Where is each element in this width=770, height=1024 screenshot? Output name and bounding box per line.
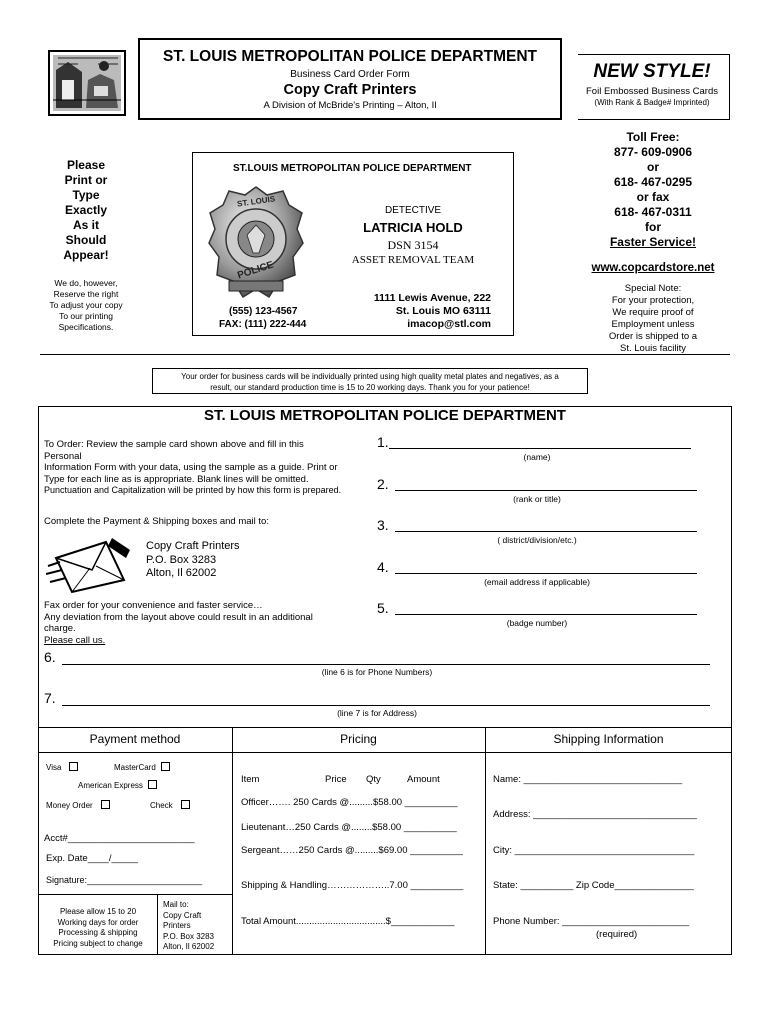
please-line: Print or bbox=[64, 173, 108, 187]
card-address2: St. Louis MO 63111 bbox=[395, 305, 491, 317]
acct-field[interactable]: Acct#________________________ bbox=[44, 833, 195, 844]
fax-note-line: Any deviation from the layout above could result in an additional bbox=[44, 611, 313, 623]
money-order-label: Money Order bbox=[46, 801, 93, 810]
production-notice bbox=[152, 368, 588, 394]
fax-note bbox=[44, 600, 374, 646]
special-note-line: Order is shipped to a bbox=[608, 331, 698, 342]
payment-sub-rule bbox=[38, 894, 232, 895]
pricing-col-qty: Qty bbox=[366, 774, 381, 785]
form-title: ST. LOUIS METROPOLITAN POLICE DEPARTMENT bbox=[204, 407, 566, 424]
mail-to-line: Copy Craft bbox=[163, 910, 202, 920]
line-caption: ( district/division/etc.) bbox=[497, 535, 577, 545]
mail-address bbox=[146, 540, 240, 581]
form-line-1 bbox=[377, 434, 697, 462]
mail-address-line: Copy Craft Printers bbox=[146, 540, 240, 552]
district-input-line[interactable] bbox=[395, 531, 697, 532]
line-caption: (line 7 is for Address) bbox=[337, 708, 417, 718]
pricing-col-price: Price bbox=[325, 774, 347, 785]
please-line: Type bbox=[72, 188, 100, 202]
ship-phone-required: (required) bbox=[596, 929, 638, 940]
please-line: Should bbox=[65, 233, 107, 247]
lieutenant-row[interactable]: Lieutenant…250 Cards @........$58.00 __________ bbox=[241, 822, 457, 833]
card-badge-bottom: POLICE bbox=[236, 259, 276, 282]
card-email: imacop@stl.com bbox=[407, 318, 491, 330]
card-rank: DETECTIVE bbox=[384, 205, 442, 216]
promo-title: NEW STYLE! bbox=[593, 61, 711, 82]
check-option[interactable] bbox=[150, 800, 190, 810]
contact-or-fax: or fax bbox=[636, 190, 670, 204]
amex-option[interactable] bbox=[78, 780, 157, 790]
ship-phone-field[interactable]: Phone Number: ________________________ bbox=[493, 916, 689, 927]
money-order-option[interactable] bbox=[46, 800, 110, 810]
pricing-header: Pricing bbox=[340, 732, 377, 746]
ship-state-zip-field[interactable]: State: __________ Zip Code_______________ bbox=[493, 880, 694, 891]
table-divider-2 bbox=[485, 727, 486, 955]
check-label: Check bbox=[150, 801, 173, 810]
envelope-icon bbox=[46, 536, 132, 594]
instruction-line: To Order: Review the sample card shown above and fill in this bbox=[44, 439, 304, 450]
visa-label: Visa bbox=[46, 763, 62, 772]
call-us-link[interactable]: Please call us. bbox=[44, 634, 106, 646]
allow-line: Working days for order bbox=[57, 917, 139, 927]
instruction-line: Personal bbox=[44, 450, 82, 462]
address-input-line[interactable] bbox=[62, 705, 710, 706]
line-number: 3. bbox=[377, 517, 389, 533]
check-checkbox[interactable] bbox=[181, 800, 190, 809]
form-instructions bbox=[44, 439, 374, 497]
header-box bbox=[138, 38, 562, 120]
sample-business-card bbox=[192, 152, 514, 336]
amex-label: American Express bbox=[78, 781, 143, 790]
promo-box bbox=[578, 54, 730, 120]
ship-name-field[interactable]: Name: ______________________________ bbox=[493, 774, 683, 785]
header-company: Copy Craft Printers bbox=[283, 82, 417, 98]
total-row[interactable]: Total Amount..................................$____________ bbox=[241, 916, 455, 927]
line-number: 6. bbox=[44, 649, 56, 665]
please-line: Appear! bbox=[63, 248, 109, 262]
allow-note bbox=[40, 907, 156, 949]
fax-note-line: Fax order for your convenience and faster service… bbox=[44, 600, 263, 611]
contact-or: or bbox=[647, 160, 659, 174]
sergeant-row[interactable]: Sergeant……250 Cards @.........$69.00 __________ bbox=[241, 845, 463, 856]
line-number: 2. bbox=[377, 476, 389, 492]
mail-address-line: Alton, Il 62002 bbox=[146, 567, 217, 579]
email-input-line[interactable] bbox=[395, 573, 697, 574]
form-line-5 bbox=[377, 600, 697, 628]
card-fax: FAX: (111) 222-444 bbox=[219, 319, 307, 330]
header-division: A Division of McBride's Printing – Alton, Il bbox=[263, 100, 437, 111]
shipping-header: Shipping Information bbox=[553, 732, 664, 746]
company-logo bbox=[48, 50, 126, 116]
mastercard-option[interactable] bbox=[114, 762, 170, 772]
phone-2: 618- 467-0295 bbox=[613, 175, 693, 189]
top-divider bbox=[40, 354, 730, 355]
card-address1: 1111 Lewis Avenue, 222 bbox=[373, 292, 491, 304]
promo-line1: Foil Embossed Business Cards bbox=[586, 86, 718, 97]
toll-free-label: Toll Free: bbox=[626, 130, 680, 144]
pricing-col-amount: Amount bbox=[407, 774, 440, 785]
pricing-col-item: Item bbox=[241, 774, 260, 785]
visa-option[interactable] bbox=[46, 762, 78, 772]
table-header-rule bbox=[38, 752, 732, 753]
card-dept: ST.LOUIS METROPOLITAN POLICE DEPARTMENT bbox=[233, 163, 472, 174]
mail-address-line: P.O. Box 3283 bbox=[146, 553, 217, 566]
card-name: LATRICIA HOLD bbox=[363, 220, 463, 235]
special-note-line: For your protection, bbox=[611, 295, 695, 306]
form-line-6 bbox=[44, 649, 710, 677]
allow-line: Please allow 15 to 20 bbox=[59, 907, 137, 916]
line-caption: (badge number) bbox=[506, 618, 568, 628]
line-caption: (name) bbox=[523, 452, 551, 462]
reserve-line: We do, however, bbox=[54, 278, 118, 288]
signature-field[interactable]: Signature:_______________________ bbox=[46, 875, 203, 885]
line-number: 7. bbox=[44, 690, 56, 706]
form-line-7 bbox=[44, 690, 710, 718]
money-order-checkbox[interactable] bbox=[101, 800, 110, 809]
mastercard-checkbox[interactable] bbox=[161, 762, 170, 771]
line-number: 1. bbox=[377, 434, 389, 450]
instruction-line: Type for each line as is appropriate. Blank lines will be omitted. bbox=[44, 473, 309, 485]
line-caption: (email address if applicable) bbox=[484, 577, 590, 587]
name-input-line[interactable] bbox=[389, 448, 691, 449]
mastercard-label: MasterCard bbox=[114, 763, 156, 772]
special-note bbox=[582, 283, 724, 355]
instruction-line: Information Form with your data, using the sample as a guide. Print or bbox=[44, 462, 338, 473]
shipping-row[interactable]: Shipping & Handling………………..7.00 __________ bbox=[241, 880, 464, 891]
reserve-line: To our printing bbox=[59, 311, 113, 321]
payment-sub-divider bbox=[157, 894, 158, 955]
special-note-line: Employment unless bbox=[611, 319, 695, 330]
please-line: Exactly bbox=[64, 203, 108, 217]
special-note-line: We require proof of bbox=[612, 307, 694, 318]
website-link[interactable]: www.copcardstore.net bbox=[591, 262, 715, 274]
notice-line: result, our standard production time is 15 to 20 working days. Thank you for your patience! bbox=[210, 383, 530, 392]
faster-service: Faster Service! bbox=[609, 235, 697, 249]
special-note-title: Special Note: bbox=[624, 283, 682, 294]
contact-for: for bbox=[645, 220, 661, 234]
line-number: 5. bbox=[377, 600, 389, 616]
contact-block bbox=[578, 130, 728, 250]
form-line-3 bbox=[377, 517, 697, 545]
exp-date-field[interactable]: Exp. Date____/_____ bbox=[46, 853, 138, 864]
line-caption: (rank or title) bbox=[513, 494, 561, 504]
allow-line: Processing & shipping bbox=[58, 928, 138, 937]
reserve-line: Reserve the right bbox=[53, 289, 119, 299]
special-note-line: St. Louis facility bbox=[620, 343, 686, 354]
amex-checkbox[interactable] bbox=[148, 780, 157, 789]
rank-input-line[interactable] bbox=[395, 490, 697, 491]
reserve-line: Specifications. bbox=[58, 322, 114, 332]
please-print-note bbox=[46, 158, 126, 263]
card-phone: (555) 123-4567 bbox=[229, 306, 298, 317]
reserve-line: To adjust your copy bbox=[49, 300, 123, 310]
form-line-2 bbox=[377, 476, 697, 504]
mail-instructions: Complete the Payment & Shipping boxes and mail to: bbox=[44, 516, 269, 527]
reserve-note bbox=[36, 278, 136, 333]
header-subtitle: Business Card Order Form bbox=[290, 69, 410, 80]
promo-line2: (With Rank & Badge# Imprinted) bbox=[594, 98, 710, 107]
allow-line: Pricing subject to change bbox=[53, 938, 143, 948]
table-divider-1 bbox=[232, 727, 233, 955]
officer-row[interactable]: Officer……. 250 Cards @.........$58.00 __________ bbox=[241, 797, 458, 808]
notice-line: Your order for business cards will be individually printed using high quality metal plates and negatives, as a bbox=[181, 372, 559, 381]
card-dsn: DSN 3154 bbox=[387, 238, 439, 252]
ship-city-field[interactable]: City: __________________________________ bbox=[493, 845, 695, 856]
phone-input-line[interactable] bbox=[62, 664, 710, 665]
badge-input-line[interactable] bbox=[395, 614, 697, 615]
line-caption: (line 6 is for Phone Numbers) bbox=[321, 667, 433, 677]
mail-to-note bbox=[163, 900, 214, 953]
please-line: Please bbox=[66, 158, 106, 172]
card-team: ASSET REMOVAL TEAM bbox=[351, 254, 475, 266]
visa-checkbox[interactable] bbox=[69, 762, 78, 771]
mail-to-line: P.O. Box 3283 bbox=[163, 931, 214, 941]
header-dept: ST. LOUIS METROPOLITAN POLICE DEPARTMENT bbox=[162, 48, 537, 65]
fax-number: 618- 467-0311 bbox=[614, 205, 692, 219]
toll-free-phone: 877- 609-0906 bbox=[613, 145, 693, 159]
ship-address-field[interactable]: Address: _______________________________ bbox=[493, 809, 697, 820]
fax-note-line: charge. bbox=[44, 623, 76, 634]
form-line-4 bbox=[377, 559, 697, 587]
mail-to-line: Mail to: bbox=[163, 900, 189, 909]
please-line: As it bbox=[72, 218, 99, 232]
instruction-line: Punctuation and Capitalization will be printed by how this form is prepared. bbox=[44, 485, 342, 495]
mail-to-line: Printers bbox=[163, 921, 191, 930]
payment-header: Payment method bbox=[89, 732, 181, 746]
card-badge-top: ST. LOUIS bbox=[236, 194, 276, 209]
mail-to-line: Alton, Il 62002 bbox=[163, 942, 215, 951]
line-number: 4. bbox=[377, 559, 389, 575]
